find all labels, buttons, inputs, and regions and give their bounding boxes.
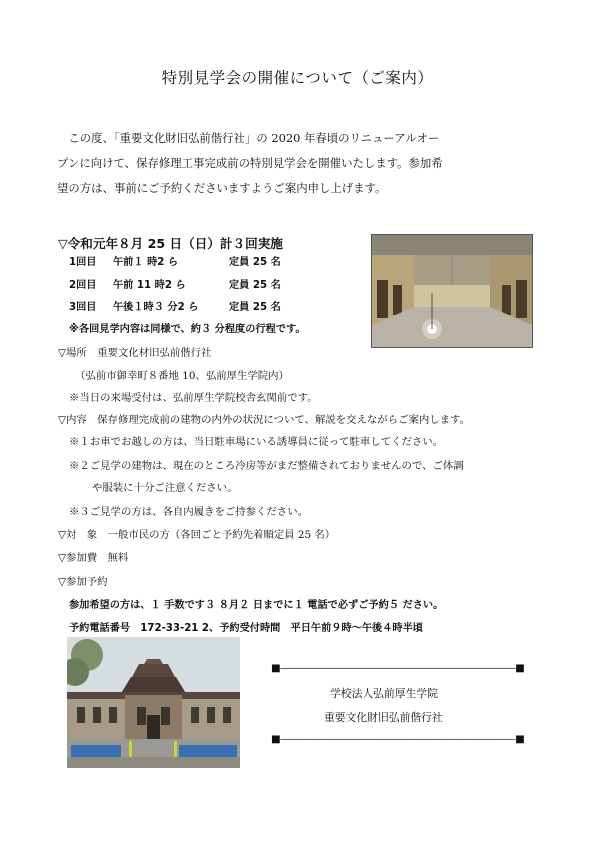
event-note: ※各回見学内容は同様で、約３ 分程度の行程です。	[69, 324, 306, 335]
content-note: ※１お車でお越しの方は、当日駐車場にいる誘導員に従って駐車してください。	[69, 436, 444, 448]
box-bottom-rule: ■――――――――――――――――――――――――■	[271, 734, 525, 745]
target-line: ▽対 象 一般市民の方（各回ごと予約先着順定員 25 名）	[58, 529, 336, 541]
place-address: （弘前市御幸町８番地 10、弘前厚生学院内）	[75, 370, 289, 382]
fee-line: ▽参加費 無料	[58, 552, 129, 564]
organizer-name: 重要文化財旧弘前偕行社	[324, 711, 443, 724]
content-line: ▽内容 保存修理完成前の建物の内外の状況について、解説を交えながらご案内します。	[58, 414, 470, 426]
box-top-rule: ■――――――――――――――――――――――――■	[271, 663, 525, 674]
content-note: ※３ご見学の方は、各自内履きをご持参ください。	[69, 506, 308, 518]
session-capacity: 定員 25 名	[229, 302, 281, 313]
organizer-name: 学校法人弘前厚生学院	[330, 687, 438, 700]
session-capacity: 定員 25 名	[229, 280, 281, 291]
session-time: 午後１時３ 分2 ら	[113, 302, 199, 313]
session-time: 午前 11 時2 ら	[113, 280, 186, 291]
interior-hall-photo	[371, 234, 533, 348]
content-note: や服装に十分ご注意ください。	[92, 482, 238, 494]
intro-paragraph	[57, 126, 542, 202]
session-label: 3回目	[69, 302, 97, 313]
place-line: ▽場所 重要文化材旧弘前偕行社	[58, 347, 212, 359]
place-note: ※当日の来場受付は、弘前厚生学院校舎玄関前です。	[69, 392, 318, 404]
session-label: 2回目	[69, 280, 97, 291]
session-time: 午前１ 時2 ら	[113, 257, 179, 268]
intro-line: この度、「重要文化財旧弘前偕行社」の 2020 年春頃のリニューアルオー	[68, 131, 440, 145]
session-label: 1回目	[69, 257, 97, 268]
reservation-heading: ▽参加予約	[58, 576, 108, 588]
intro-line: 望の方は、事前にご予約くださいますようご案内申し上げます。	[57, 181, 387, 196]
reservation-phone: 予約電話番号 172-33-21 2、予約受付時間 平日午前９時～午後４時半頃	[69, 623, 423, 634]
intro-line: プンに向けて、保存修理工事完成前の特別見学会を開催いたします。参加希	[57, 156, 443, 171]
building-exterior-photo	[67, 637, 240, 768]
content-note: ※２ご見学の建物は、現在のところ冷房等がまだ整備されておりませんので、ご体調	[69, 460, 464, 472]
reservation-line: 参加希望の方は、１ 手数です３ ８月２ 日までに１ 電話で必ずご予約５ ださい。	[69, 600, 444, 611]
event-date-heading: ▽令和元年８月 25 日（日）計３回実施	[58, 236, 283, 251]
page-title: 特別見学会の開催について（ご案内）	[161, 69, 434, 87]
session-capacity: 定員 25 名	[229, 257, 281, 268]
